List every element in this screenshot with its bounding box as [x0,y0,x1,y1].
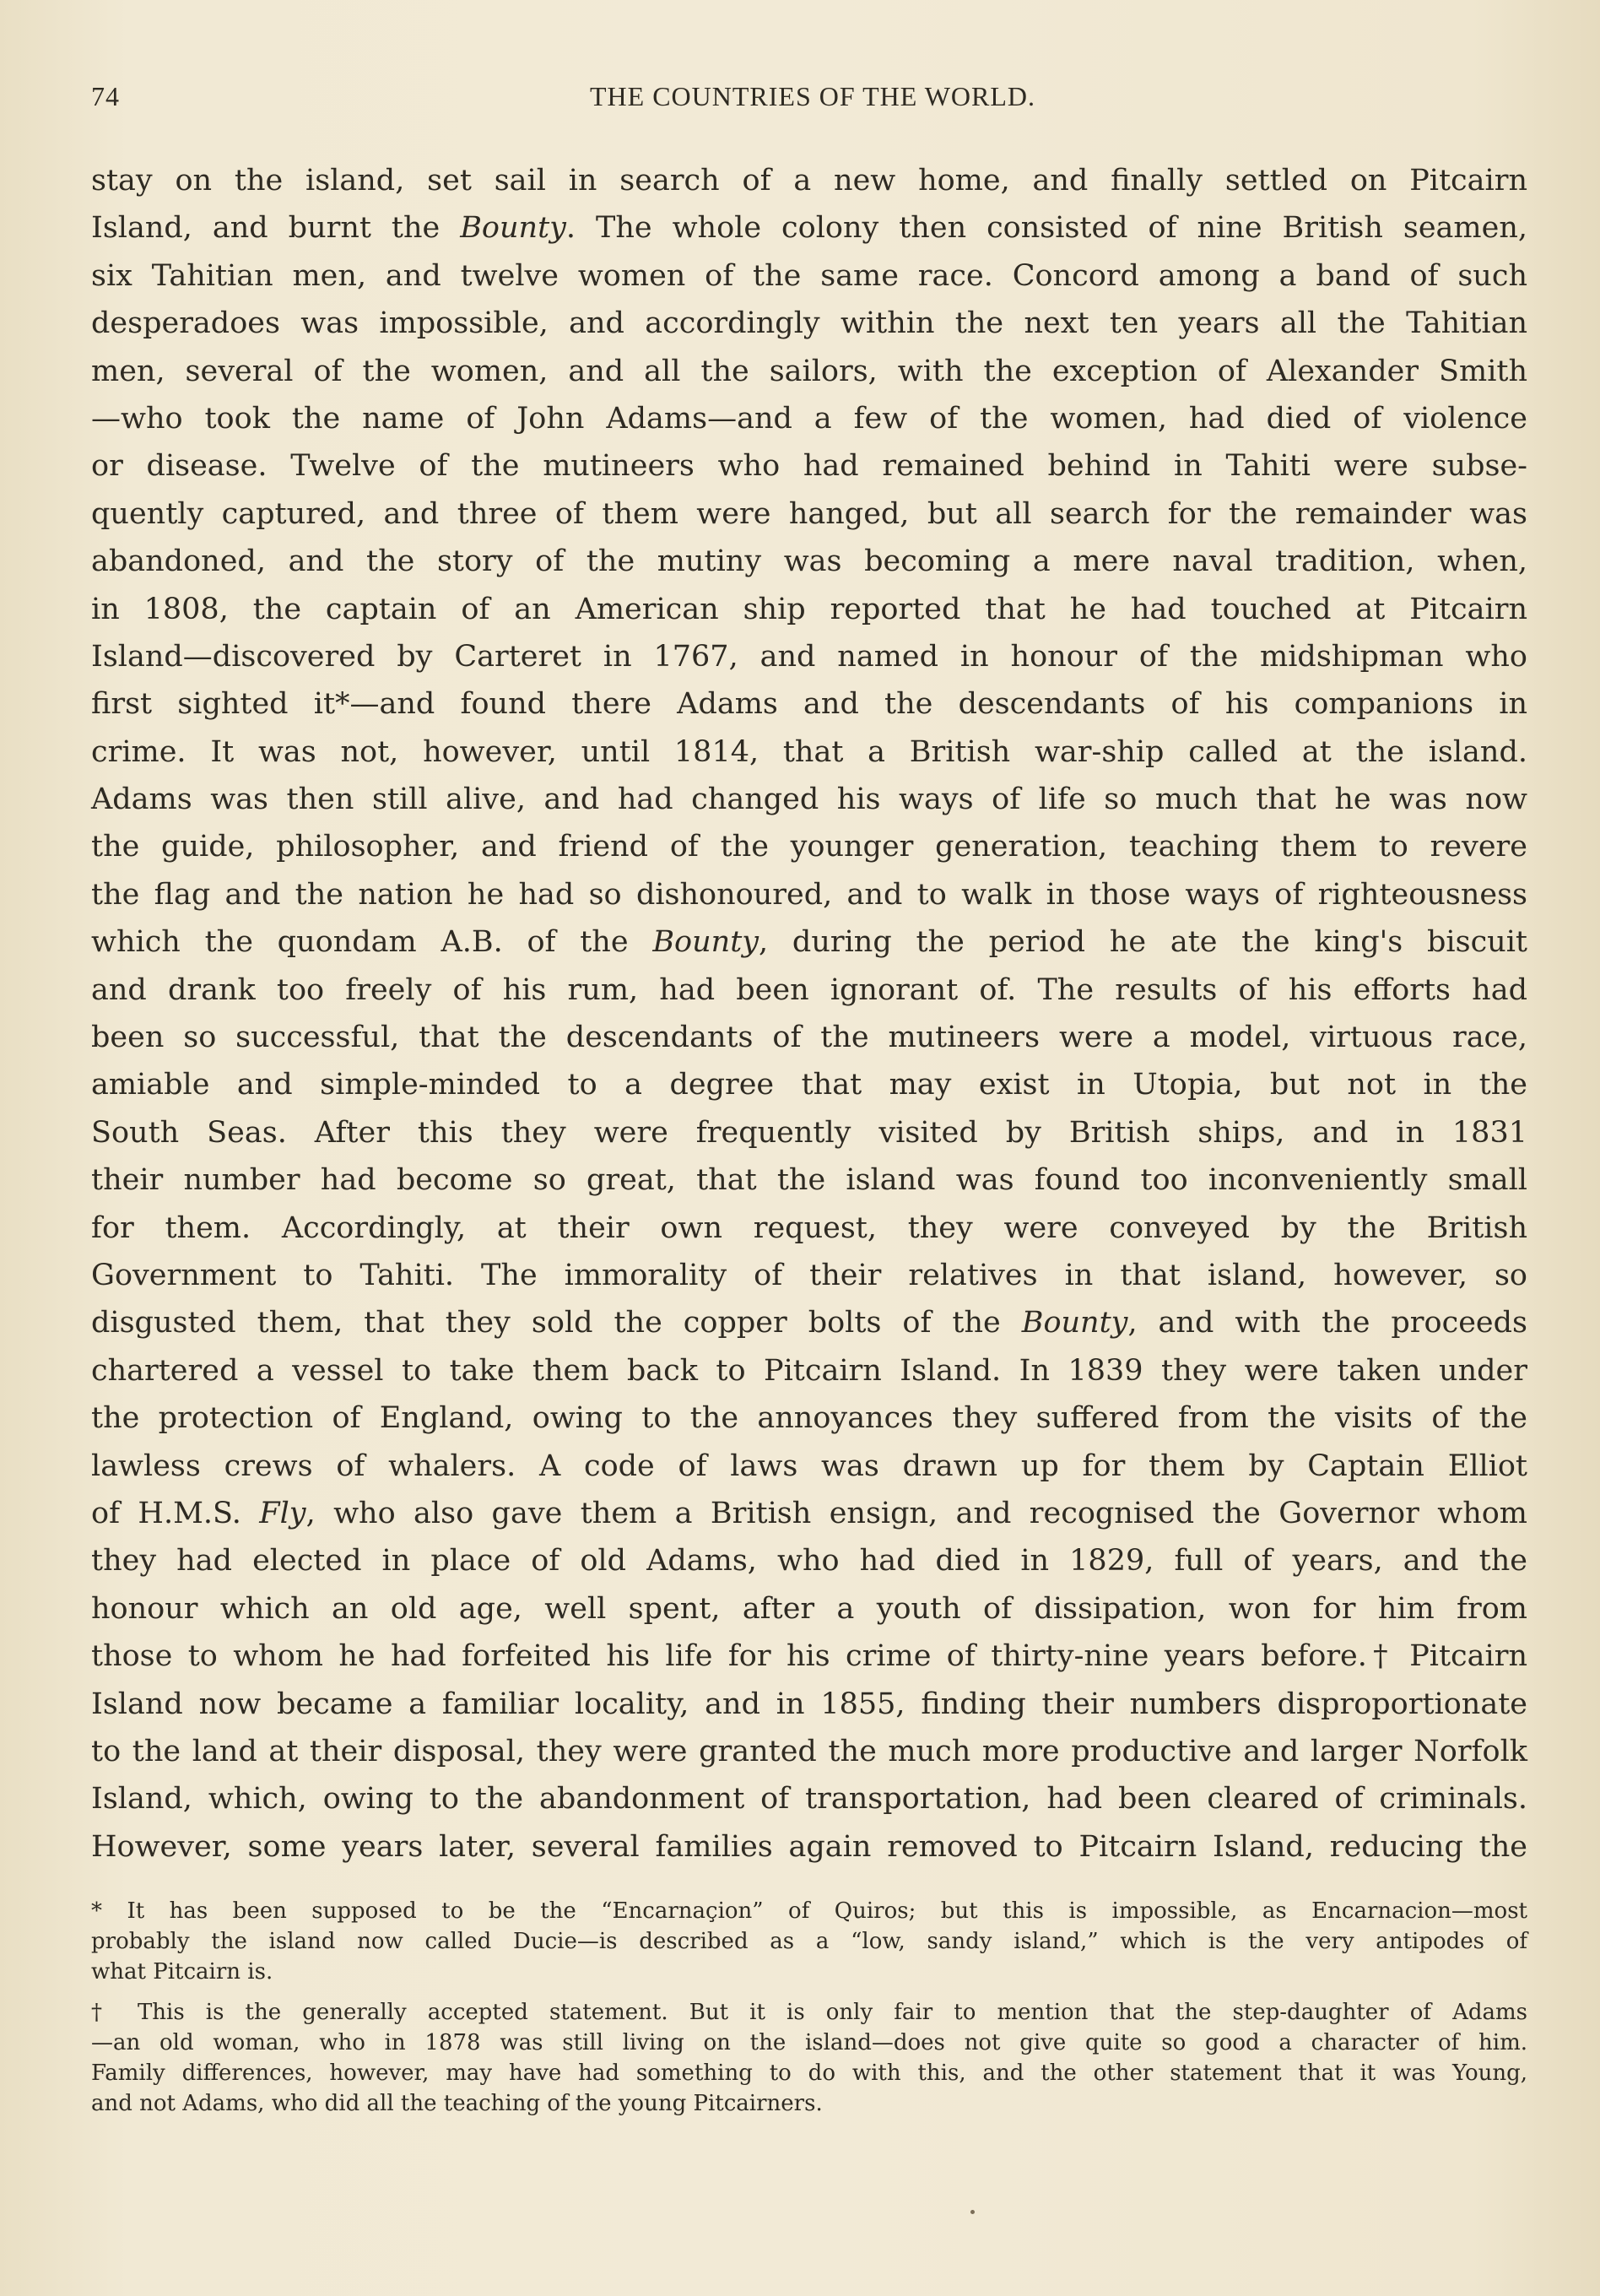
body-line: lawless crews of whalers. A code of laws was drawn up for them by Captain Elliot [91,1449,1527,1483]
body-line: been so successful, that the descendants of the mutineers were a model, virtuous race, [91,1021,1527,1055]
footnotes [91,1896,1527,2129]
body-line: of H.M.S. Fly, who also gave them a British ensign, and recognised the Governor whom [91,1496,1527,1530]
body-line: abandoned, and the story of the mutiny was becoming a mere naval tradition, when, [91,544,1527,579]
footnote-line: Family differences, however, may have had something to do with this, and the other statement that it was Young, [91,2060,1527,2086]
ship-name: Bounty [460,211,566,246]
body-line: for them. Accordingly, at their own request, they were conveyed by the British [91,1210,1527,1245]
ship-name: Fly [259,1496,306,1530]
body-line: Island—discovered by Carteret in 1767, and named in honour of the midshipman who [91,639,1527,674]
body-line: their number had become so great, that the island was found too inconveniently small [91,1163,1527,1198]
paper-speck [970,2210,975,2214]
body-line: those to whom he had forfeited his life for his crime of thirty-nine years before.† Pitcairn [91,1639,1527,1674]
body-line: amiable and simple-minded to a degree that may exist in Utopia, but not in the [91,1068,1527,1102]
footnote-line: † This is the generally accepted statement. But it is only fair to mention that the step-daughter of Adams [91,2000,1527,2025]
body-line: which the quondam A.B. of the Bounty, during the period he ate the king's biscuit [91,925,1527,960]
body-line: the guide, philosopher, and friend of the younger generation, teaching them to revere [91,830,1527,864]
footnote-1 [91,1896,1527,1987]
body-line: disgusted them, that they sold the copper bolts of the Bounty, and with the proceeds [91,1306,1528,1340]
body-line: they had elected in place of old Adams, who had died in 1829, full of years, and the [91,1544,1527,1578]
body-line: South Seas. After this they were frequently visited by British ships, and in 1831 [91,1115,1527,1150]
running-head [91,81,1534,123]
ship-name: Bounty [1021,1306,1128,1340]
footnote-line: —an old woman, who in 1878 was still living on the island—does not give quite so good a character of him. [91,2030,1527,2055]
footnote-2 [91,1997,1527,2119]
body-line: quently captured, and three of them were hanged, but all search for the remainder was [91,496,1527,531]
footnote-line: probably the island now called Ducie—is described as a “low, sandy island,” which is the very antipodes of [91,1929,1527,1954]
running-title: THE COUNTRIES OF THE WORLD. [589,81,1036,111]
body-line: Island now became a familiar locality, and in 1855, finding their numbers disproportionate [91,1687,1527,1721]
body-line: or disease. Twelve of the mutineers who had remained behind in Tahiti were subse- [91,449,1527,484]
body-line: and drank too freely of his rum, had been ignorant of. The results of his efforts had [91,972,1527,1007]
body-line: to the land at their disposal, they were granted the much more productive and larger Norfolk [91,1734,1527,1768]
body-line: the flag and the nation he had so dishonoured, and to walk in those ways of righteousness [91,877,1527,912]
footnote-line: what Pitcairn is. [91,1959,273,1985]
body-line: —who took the name of John Adams—and a few of the women, had died of violence [91,401,1527,436]
body-line: crime. It was not, however, until 1814, that a British war-ship called at the island. [91,734,1527,769]
body-line: Adams was then still alive, and had changed his ways of life so much that he was now [91,782,1527,817]
page-number: 74 [91,81,120,111]
body-line: in 1808, the captain of an American ship reported that he had touched at Pitcairn [91,592,1527,626]
body-line: Government to Tahiti. The immorality of their relatives in that island, however, so [91,1258,1527,1292]
body-line: However, some years later, several families again removed to Pitcairn Island, reducing the [91,1829,1527,1864]
body-line: stay on the island, set sail in search of a new home, and finally settled on Pitcairn [91,164,1527,198]
body-line: the protection of England, owing to the annoyances they suffered from the visits of the [91,1401,1527,1436]
body-line: honour which an old age, well spent, after a youth of dissipation, won for him from [91,1591,1527,1626]
footnote-line: * It has been supposed to be the “Encarnaçion” of Quiros; but this is impossible, as Encarnacion—most [91,1898,1527,1924]
body-line: men, several of the women, and all the sailors, with the exception of Alexander Smith [91,354,1527,388]
body-line: first sighted it*—and found there Adams and the descendants of his companions in [91,687,1527,722]
footnote-line: and not Adams, who did all the teaching of the young Pitcairners. [91,2091,823,2116]
body-line: six Tahitian men, and twelve women of the same race. Concord among a band of such [91,258,1527,293]
body-line: Island, which, owing to the abandonment of transportation, had been cleared of criminals. [91,1782,1527,1817]
body-line: chartered a vessel to take them back to Pitcairn Island. In 1839 they were taken under [91,1353,1527,1388]
body-text [91,157,1527,1871]
body-line: Island, and burnt the Bounty. The whole colony then consisted of nine British seamen, [91,211,1527,246]
body-line: desperadoes was impossible, and accordingly within the next ten years all the Tahitian [91,306,1527,341]
ship-name: Bounty [652,925,759,960]
